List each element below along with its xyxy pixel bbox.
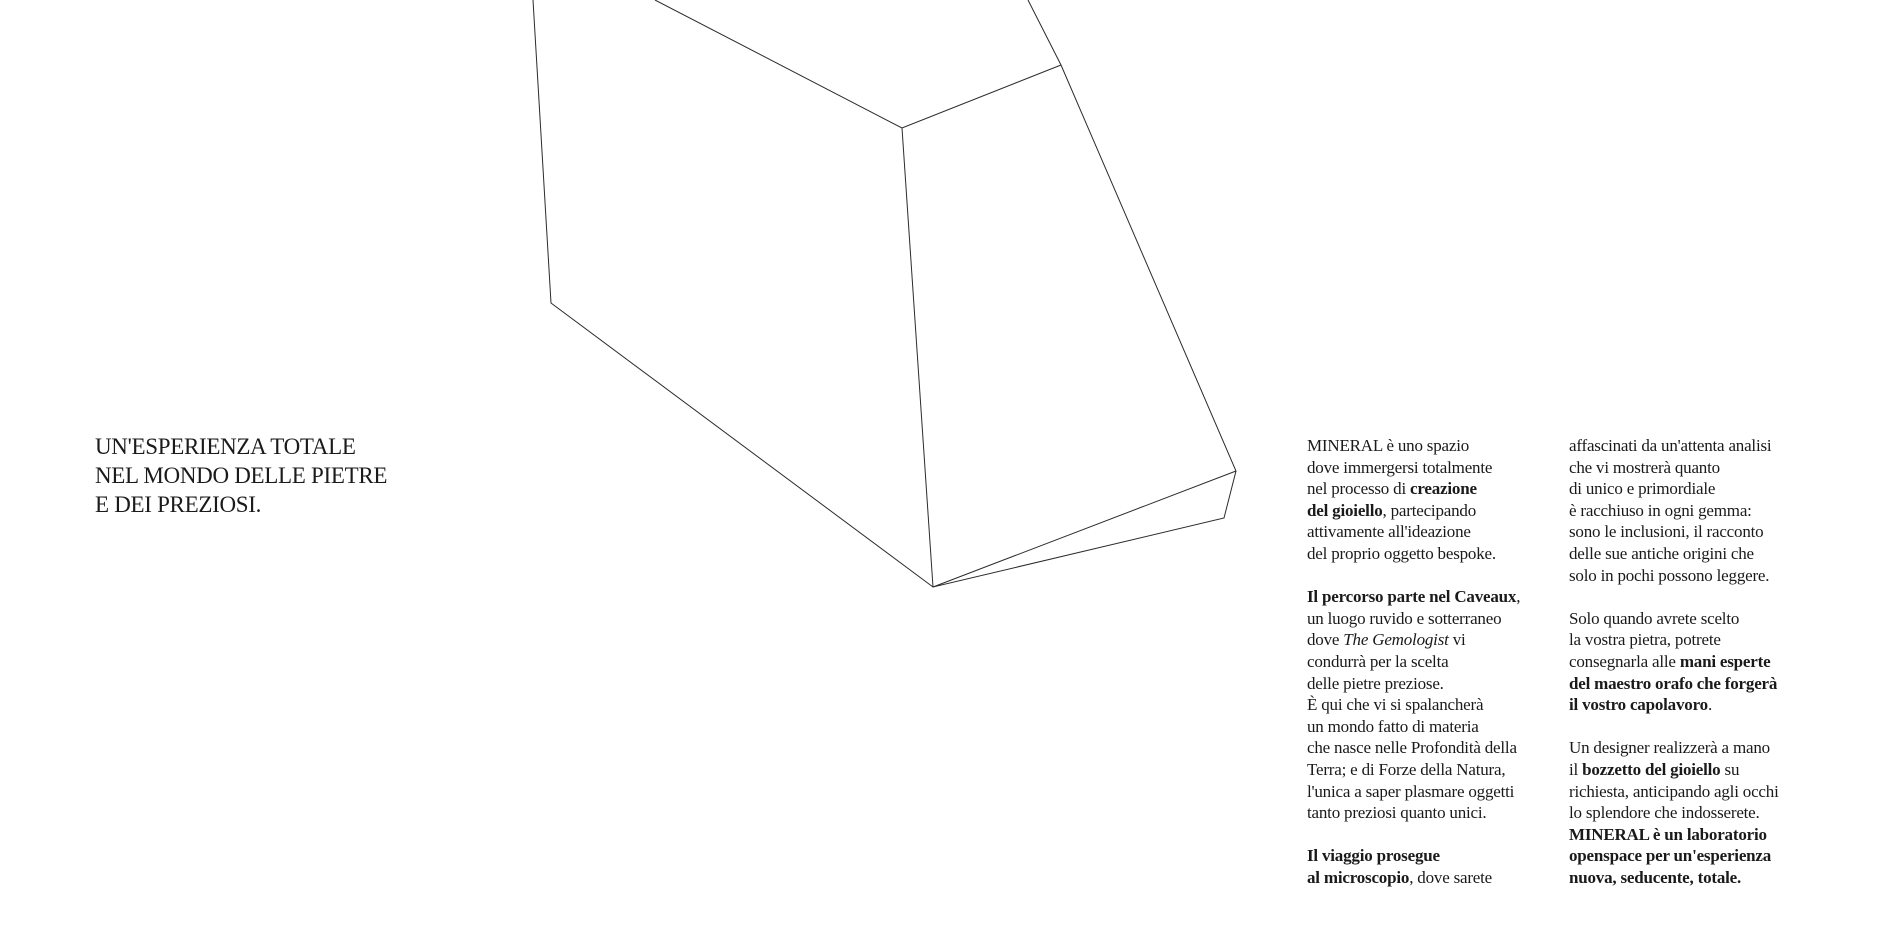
text-line xyxy=(1307,867,1552,889)
text-span: dove xyxy=(1307,630,1344,650)
gem-outer-edge xyxy=(533,0,1236,587)
text-line xyxy=(1569,651,1814,673)
text-line: tanto preziosi quanto unici. xyxy=(1307,803,1487,823)
text-line: Solo quando avrete scelto xyxy=(1569,608,1740,628)
gem-center-ridge xyxy=(902,128,933,587)
page-headline xyxy=(95,432,455,519)
text-span: il xyxy=(1569,759,1583,779)
gem-top-facet-edge xyxy=(655,0,1061,128)
bold-text: creazione xyxy=(1410,479,1477,499)
text-line: l'unica a saper plasmare oggetti xyxy=(1307,781,1515,801)
text-line: affascinati da un'attenta analisi xyxy=(1569,436,1772,455)
text-span: vi xyxy=(1448,630,1466,650)
text-line xyxy=(1569,759,1814,781)
body-text-right-column xyxy=(1569,435,1814,910)
text-line: delle sue antiche origini che xyxy=(1569,543,1754,563)
text-span: consegnarla alle xyxy=(1569,651,1680,671)
text-line: del proprio oggetto bespoke. xyxy=(1307,543,1496,563)
text-line xyxy=(1307,629,1552,651)
text-line: un luogo ruvido e sotterraneo xyxy=(1307,608,1502,628)
text-line: che nasce nelle Profondità della xyxy=(1307,738,1517,758)
text-line: MINERAL è uno spazio xyxy=(1307,436,1470,455)
text-line: che vi mostrerà quanto xyxy=(1569,457,1720,477)
body-text-left-column xyxy=(1307,435,1552,910)
paragraph-microscope xyxy=(1307,845,1552,888)
text-line: solo in pochi possono leggere. xyxy=(1569,565,1770,585)
headline-line: E DEI PREZIOSI. xyxy=(95,492,262,517)
text-line: delle pietre preziose. xyxy=(1307,673,1444,693)
bold-text: al microscopio xyxy=(1307,867,1410,887)
bold-text: il vostro capolavoro xyxy=(1569,695,1708,715)
text-line: è racchiuso in ogni gemma: xyxy=(1569,500,1752,520)
text-line: Un designer realizzerà a mano xyxy=(1569,738,1770,758)
text-line: sono le inclusioni, il racconto xyxy=(1569,522,1764,542)
text-line xyxy=(1307,586,1552,608)
bold-text: bozzetto del gioiello xyxy=(1582,759,1721,779)
paragraph-designer xyxy=(1569,737,1814,888)
text-line: È qui che vi si spalancherà xyxy=(1307,695,1484,715)
headline-line: UN'ESPERIENZA TOTALE xyxy=(95,434,356,459)
gem-bottom-facet-edge xyxy=(933,471,1236,587)
text-line: di unico e primordiale xyxy=(1569,479,1716,499)
text-line: openspace per un'esperienza xyxy=(1569,846,1772,866)
text-line: dove immergersi totalmente xyxy=(1307,457,1493,477)
text-line: del maestro orafo che forgerà xyxy=(1569,673,1778,693)
text-line: un mondo fatto di materia xyxy=(1307,716,1479,736)
italic-text: The Gemologist xyxy=(1343,630,1449,650)
text-line: la vostra pietra, potrete xyxy=(1569,630,1721,650)
text-line xyxy=(1307,478,1552,500)
bold-text: mani esperte xyxy=(1679,651,1771,671)
text-span: su xyxy=(1720,759,1740,779)
text-line xyxy=(1569,694,1814,716)
text-line: richiesta, anticipando agli occhi xyxy=(1569,781,1779,801)
text-span: nel processo di xyxy=(1307,479,1411,499)
text-line: MINERAL è un laboratorio xyxy=(1569,824,1767,844)
bold-text: Il percorso parte nel Caveaux xyxy=(1307,587,1517,607)
text-span: , xyxy=(1516,587,1521,607)
text-line xyxy=(1307,500,1552,522)
text-line: condurrà per la scelta xyxy=(1307,651,1449,671)
text-line: Terra; e di Forze della Natura, xyxy=(1307,759,1506,779)
paragraph-caveaux xyxy=(1307,586,1552,824)
text-line: nuova, seducente, totale. xyxy=(1569,867,1742,887)
text-span: , dove sarete xyxy=(1409,867,1493,887)
paragraph-gem-analysis xyxy=(1569,435,1814,586)
text-line: lo splendore che indosserete. xyxy=(1569,803,1760,823)
text-line: attivamente all'ideazione xyxy=(1307,522,1471,542)
headline-line: NEL MONDO DELLE PIETRE xyxy=(95,463,388,488)
paragraph-goldsmith xyxy=(1569,608,1814,716)
bold-text: del gioiello xyxy=(1307,500,1383,520)
text-span: . xyxy=(1707,695,1712,715)
paragraph-intro xyxy=(1307,435,1552,565)
text-line: Il viaggio prosegue xyxy=(1307,846,1440,866)
text-span: , partecipando xyxy=(1382,500,1477,520)
